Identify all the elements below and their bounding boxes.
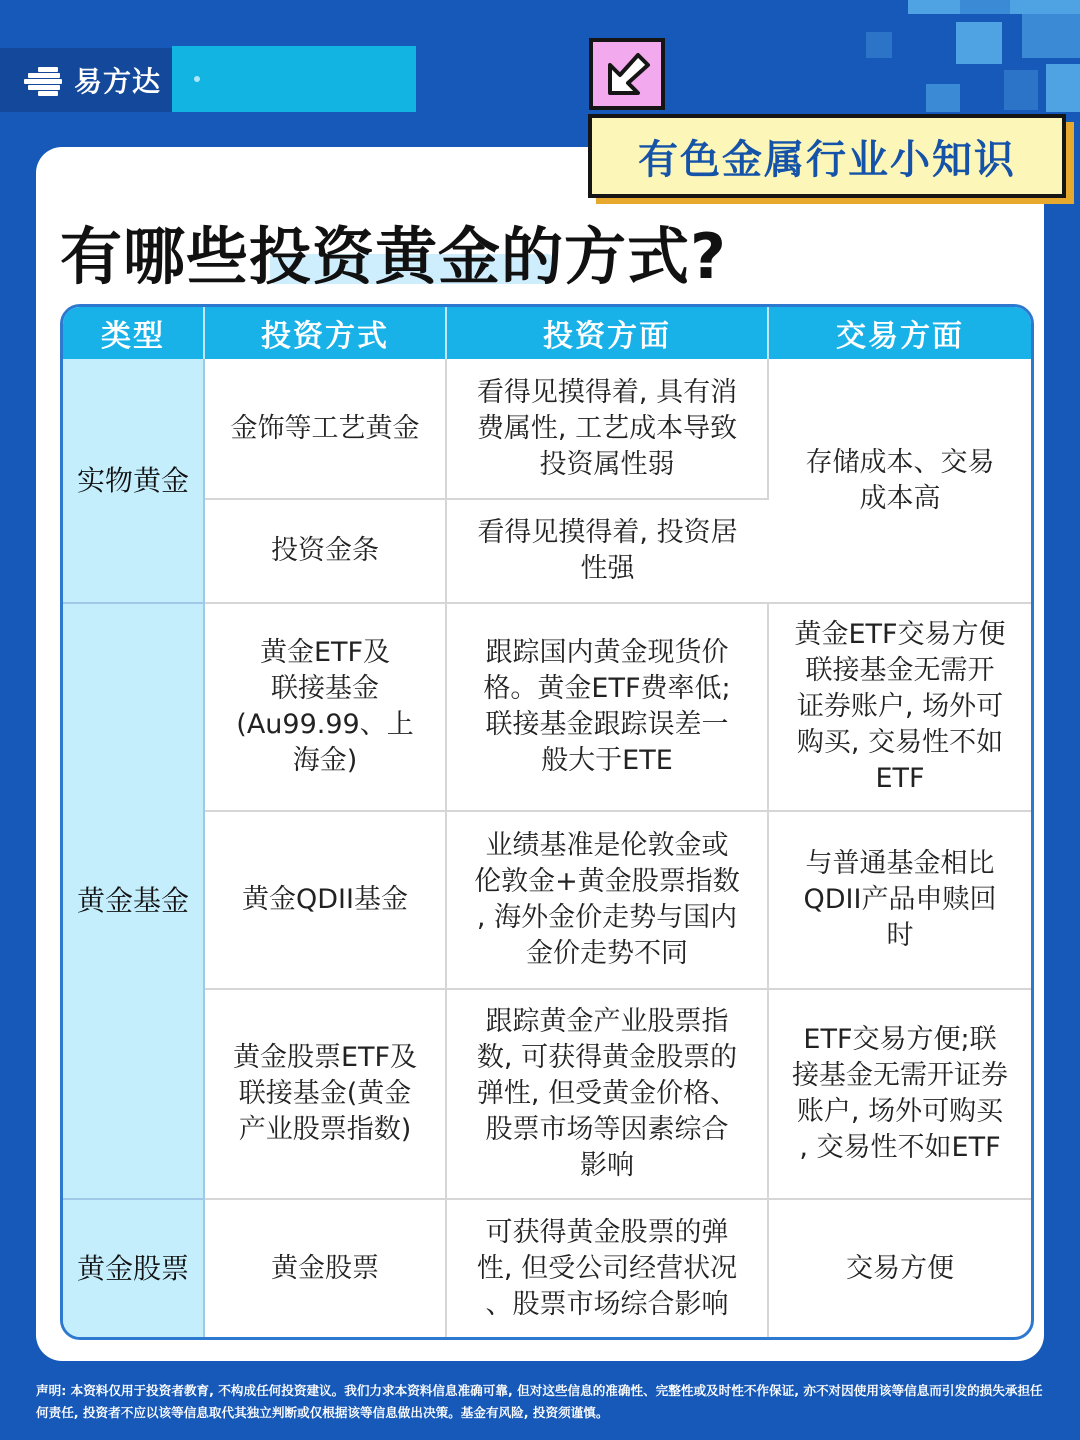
type-cell: 黄金基金	[63, 603, 204, 1199]
table-row	[63, 811, 1031, 989]
table-row	[63, 1199, 1031, 1337]
type-cell: 黄金股票	[63, 1199, 204, 1337]
invest-cell: 跟踪国内黄金现货价 格。黄金ETF费率低; 联接基金跟踪误差一 般大于ETE	[446, 603, 768, 811]
invest-cell: 跟踪黄金产业股票指 数, 可获得黄金股票的 弹性, 但受黄金价格、 股票市场等因素综合 影响	[446, 989, 768, 1199]
column-header-invest: 投资方面	[446, 307, 768, 359]
table-row	[63, 989, 1031, 1199]
trade-cell: 与普通基金相比 QDII产品申赎回 时	[768, 811, 1031, 989]
brand-name: 易方达	[74, 65, 162, 98]
brand	[0, 48, 172, 112]
table-row	[63, 359, 1031, 499]
arrow-down-left-icon	[589, 38, 665, 110]
column-header-type: 类型	[63, 307, 204, 359]
decor-block	[1004, 70, 1038, 110]
invest-cell: 可获得黄金股票的弹 性, 但受公司经营状况 、股票市场综合影响	[446, 1199, 768, 1337]
method-cell: 黄金QDII基金	[204, 811, 446, 989]
table-header-row	[63, 307, 1031, 359]
decor-block	[1010, 0, 1080, 14]
invest-cell: 业绩基准是伦敦金或 伦敦金+黄金股票指数 , 海外金价走势与国内 金价走势不同	[446, 811, 768, 989]
brand-logo-icon	[24, 65, 68, 95]
decor-block	[1046, 64, 1080, 112]
column-header-trade: 交易方面	[768, 307, 1031, 359]
header-bar	[172, 46, 416, 112]
trade-cell: 存储成本、交易 成本高	[768, 359, 1031, 603]
decor-block	[866, 32, 892, 58]
decor-block	[1022, 14, 1080, 58]
decor-block	[926, 84, 960, 112]
table-row	[63, 603, 1031, 811]
topic-label: 有色金属行业小知识	[588, 114, 1066, 198]
column-header-method: 投资方式	[204, 307, 446, 359]
page-title: 有哪些投资黄金的方式?	[60, 220, 727, 293]
decor-block	[908, 0, 960, 14]
decor-block	[960, 0, 1010, 14]
type-cell: 实物黄金	[63, 359, 204, 603]
method-cell: 黄金股票ETF及 联接基金(黄金 产业股票指数)	[204, 989, 446, 1199]
method-cell: 金饰等工艺黄金	[204, 359, 446, 499]
method-cell: 黄金股票	[204, 1199, 446, 1337]
trade-cell: ETF交易方便;联 接基金无需开证券 账户, 场外可购买 , 交易性不如ETF	[768, 989, 1031, 1199]
decor-block	[956, 22, 1002, 64]
disclaimer: 声明: 本资料仅用于投资者教育, 不构成任何投资建议。我们力求本资料信息准确可靠, 但对这些信息的准确性、完整性或及时性不作保证, 亦不对因使用该等信息而引发的损失承担任何责任, 投资者不应以该等信息取代其独立判断或仅根据该等信息做出决策。基金有风险, 投资须谨慎。	[36, 1383, 1043, 1420]
invest-cell: 看得见摸得着, 具有消 费属性, 工艺成本导致 投资属性弱	[446, 359, 768, 499]
trade-cell: 黄金ETF交易方便 联接基金无需开 证券账户, 场外可 购买, 交易性不如 ETF	[768, 603, 1031, 811]
invest-cell: 看得见摸得着, 投资居 性强	[446, 499, 768, 603]
method-cell: 投资金条	[204, 499, 446, 603]
comparison-table	[60, 304, 1034, 1340]
method-cell: 黄金ETF及 联接基金 (Au99.99、上 海金)	[204, 603, 446, 811]
trade-cell: 交易方便	[846, 1252, 954, 1284]
